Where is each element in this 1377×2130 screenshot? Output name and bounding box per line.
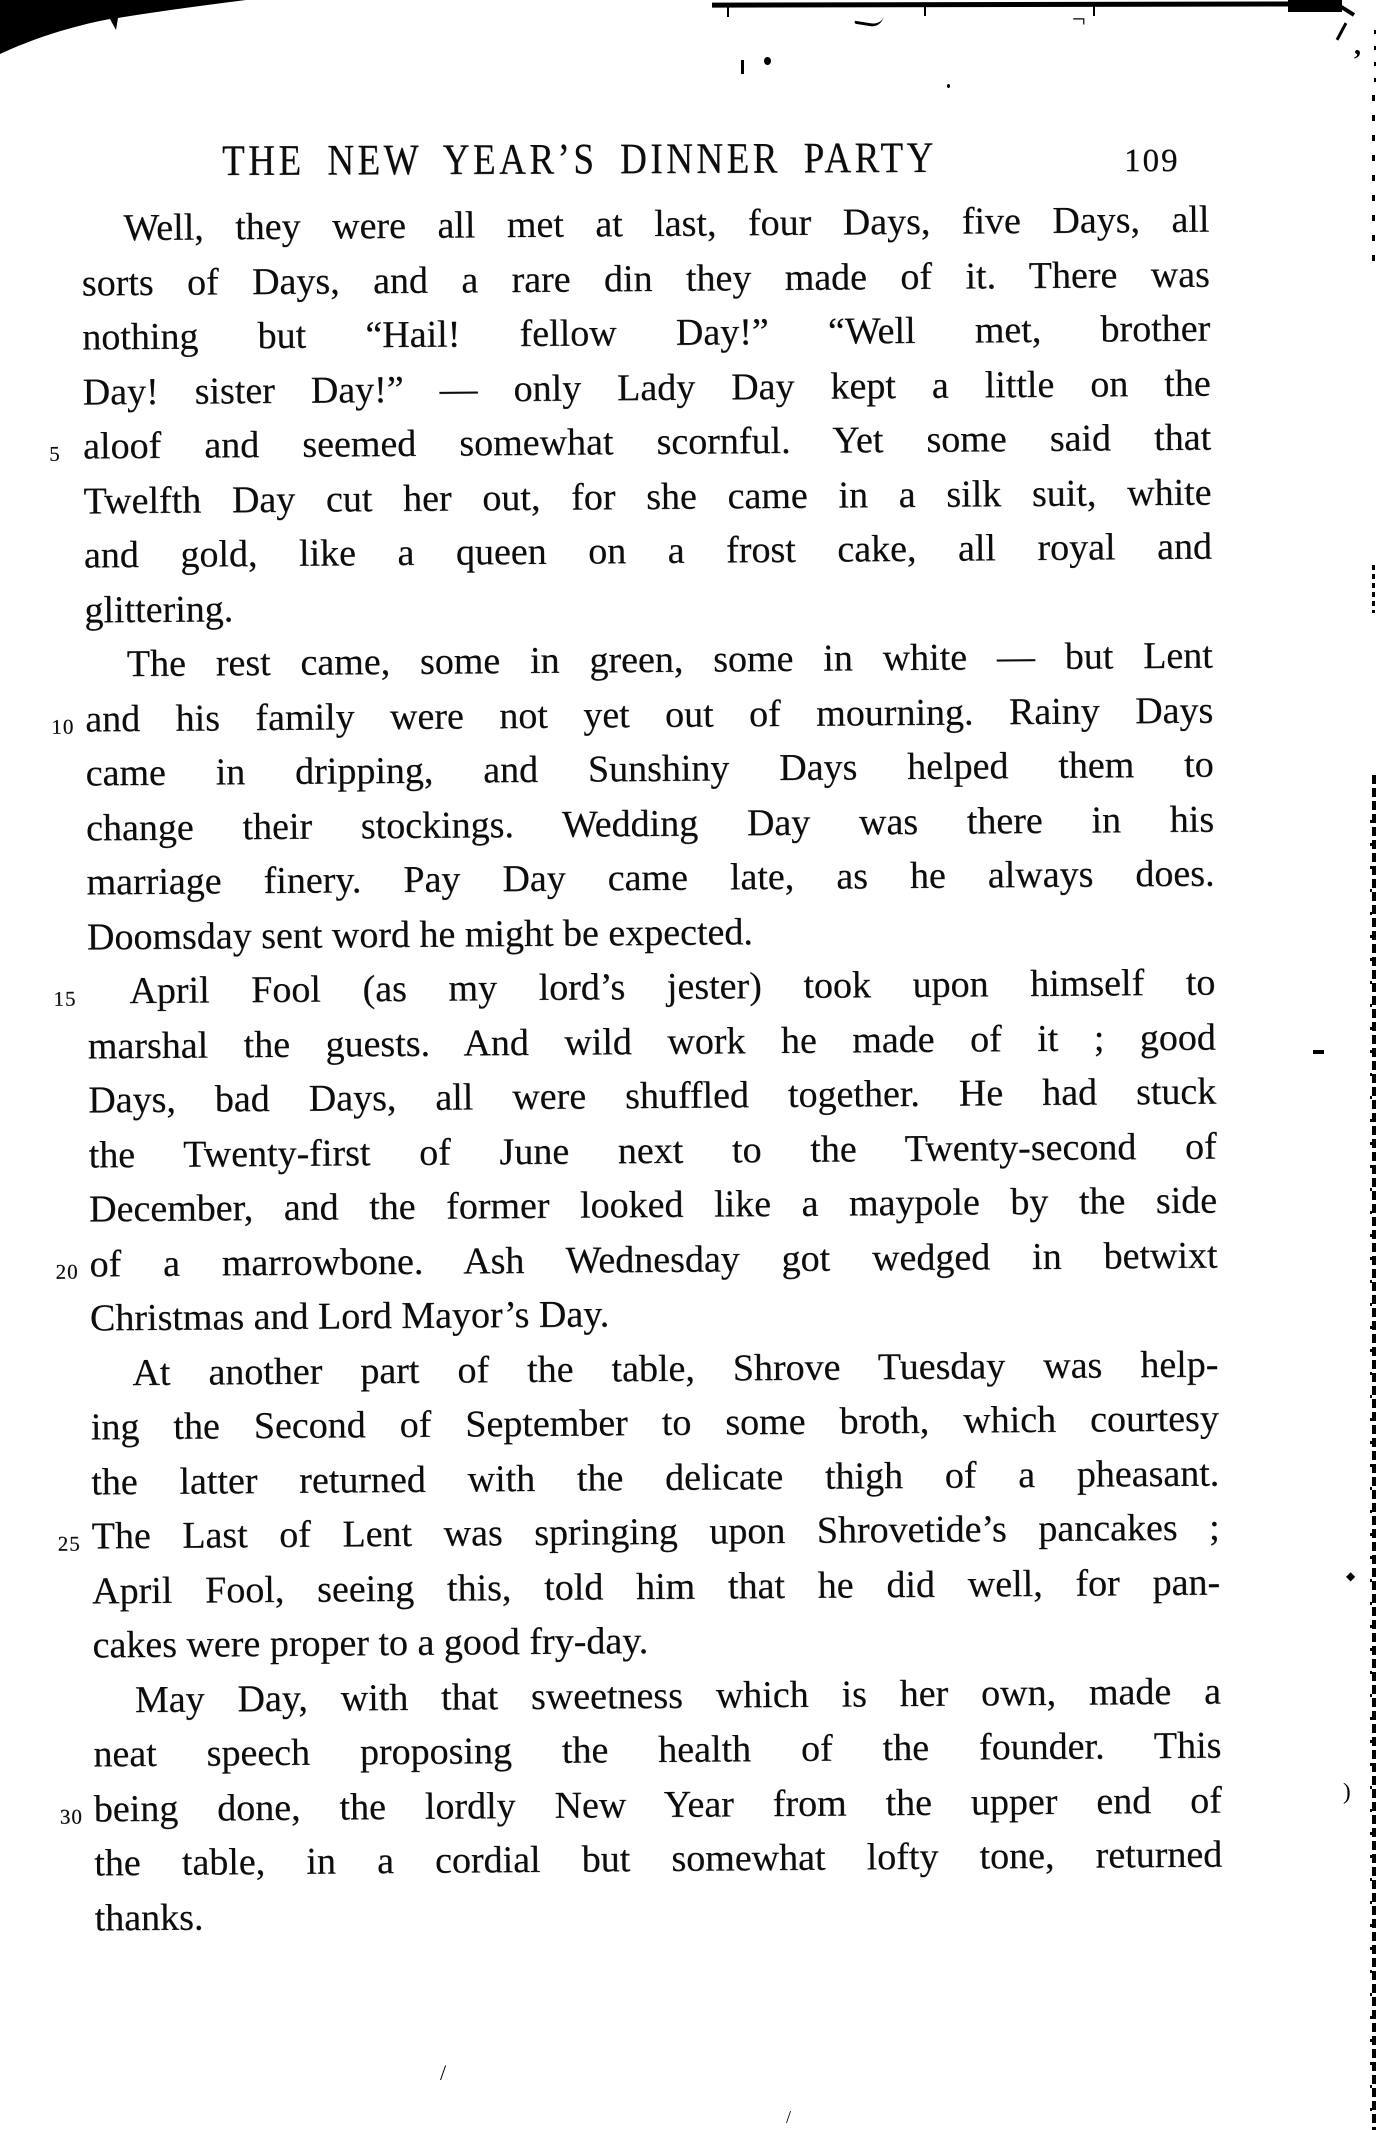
text-line-text: The Last of Lent was springing upon Shrovetide’s pancakes ; [91, 1506, 1220, 1558]
scan-stray-slash [1336, 22, 1348, 40]
text-line-text: and his family were not yet out of mourning. Rainy Days [85, 689, 1214, 740]
scan-stray-tick [741, 60, 744, 74]
scan-stray-dot [947, 84, 950, 88]
scan-stray-diamond: ◆ [1346, 1569, 1356, 1583]
margin-line-number: 5 [49, 441, 61, 466]
text-line [51, 683, 1214, 746]
scan-right-edge-specks [1372, 775, 1376, 2130]
text-line: the Twenty-first of June next to the Twenty-second of [88, 1125, 1217, 1176]
scan-top-edge-line [712, 1, 1340, 7]
scan-top-tick [924, 4, 926, 16]
text-line: thanks. [94, 1896, 204, 1939]
scan-stray-dash [1313, 1050, 1324, 1054]
text-line: Twelfth Day cut her out, for she came in a silk suit, white [83, 471, 1212, 522]
text-line [55, 1228, 1218, 1291]
scan-right-edge-specks [1370, 820, 1372, 2130]
scan-stray-slash: / [786, 2107, 792, 2127]
text-line: nothing but “Hail! fellow Day!” “Well met, brother [82, 307, 1211, 359]
text-line-text: aloof and seemed somewhat scornful. Yet some said that [82, 416, 1212, 468]
margin-line-number: 25 [57, 1531, 81, 1556]
scan-stray-comma: , [1354, 30, 1361, 61]
text-line: the latter returned with the delicate thigh of a pheasant. [91, 1452, 1220, 1503]
text-line: Well, they were all met at last, four Days, five Days, all [123, 198, 1210, 250]
text-line: and gold, like a queen on a frost cake, all royal and [83, 525, 1213, 577]
text-line: sorts of Days, and a rare din they made of it. There was [81, 253, 1210, 304]
text-line: Days, bad Days, all were shuffled together. He had stuck [88, 1070, 1217, 1122]
text-line: came in dripping, and Sunshiny Days helped them to [85, 743, 1214, 795]
scan-stray-stroke [854, 12, 884, 28]
scan-right-edge-specks [1374, 30, 1376, 88]
scan-stray-dot [764, 57, 771, 65]
text-line-text: April Fool (as my lord’s jester) took upon himself to [129, 961, 1216, 1013]
text-line: The rest came, some in green, some in white — but Lent [126, 634, 1213, 686]
scan-stray-slash: / [440, 2060, 447, 2085]
text-line: Day! sister Day!” — only Lady Day kept a little on the [82, 362, 1211, 413]
text-line: December, and the former looked like a maypole by the side [88, 1179, 1218, 1231]
page-corner-fold-shadow [0, 0, 250, 58]
text-line: neat speech proposing the health of the founder. This [93, 1724, 1222, 1776]
scan-top-tick [1093, 4, 1095, 16]
text-line: the table, in a cordial but somewhat lofty tone, returned [94, 1833, 1223, 1885]
text-line [53, 956, 1216, 1019]
text-line: Christmas and Lord Mayor’s Day. [89, 1293, 610, 1340]
page-header-title: THE NEW YEAR’S DINNER PARTY [222, 134, 937, 186]
scan-right-edge-specks [1372, 565, 1375, 613]
text-line-text: being done, the lordly New Year from the upper end of [93, 1779, 1222, 1830]
text-line [59, 1773, 1222, 1836]
text-line: Doomsday sent word he might be expected. [86, 910, 753, 958]
text-line: At another part of the table, Shrove Tuesday was help- [132, 1343, 1219, 1394]
text-block [49, 193, 1223, 1946]
margin-line-number: 20 [55, 1259, 79, 1284]
text-line-text: of a marrowbone. Ash Wednesday got wedged in betwixt [89, 1234, 1218, 1285]
text-line: glittering. [84, 587, 234, 631]
text-line: ing the Second of September to some broth, which courtesy [90, 1397, 1219, 1449]
margin-line-number: 10 [51, 714, 75, 739]
scan-stray-mark: ¬ [1072, 7, 1086, 33]
scan-stray-paren: ) [1343, 1779, 1351, 1804]
text-line: May Day, with that sweetness which is her own, made a [134, 1670, 1222, 1721]
text-line: marshal the guests. And wild work he made of it ; good [87, 1016, 1216, 1067]
text-line: April Fool, seeing this, told him that he did well, for pan- [91, 1561, 1221, 1612]
text-line: change their stockings. Wedding Day was there in his [85, 798, 1215, 849]
scan-right-edge-specks [1372, 95, 1375, 265]
margin-line-number: 30 [59, 1803, 83, 1829]
text-line [57, 1501, 1220, 1564]
text-line: cakes were proper to a good fry-day. [92, 1620, 649, 1667]
page-number: 109 [1124, 143, 1180, 179]
text-line: marriage finery. Pay Day came late, as he always does. [86, 852, 1215, 904]
scan-top-tick [727, 5, 729, 17]
text-line [49, 411, 1212, 474]
margin-line-number: 15 [53, 986, 77, 1011]
